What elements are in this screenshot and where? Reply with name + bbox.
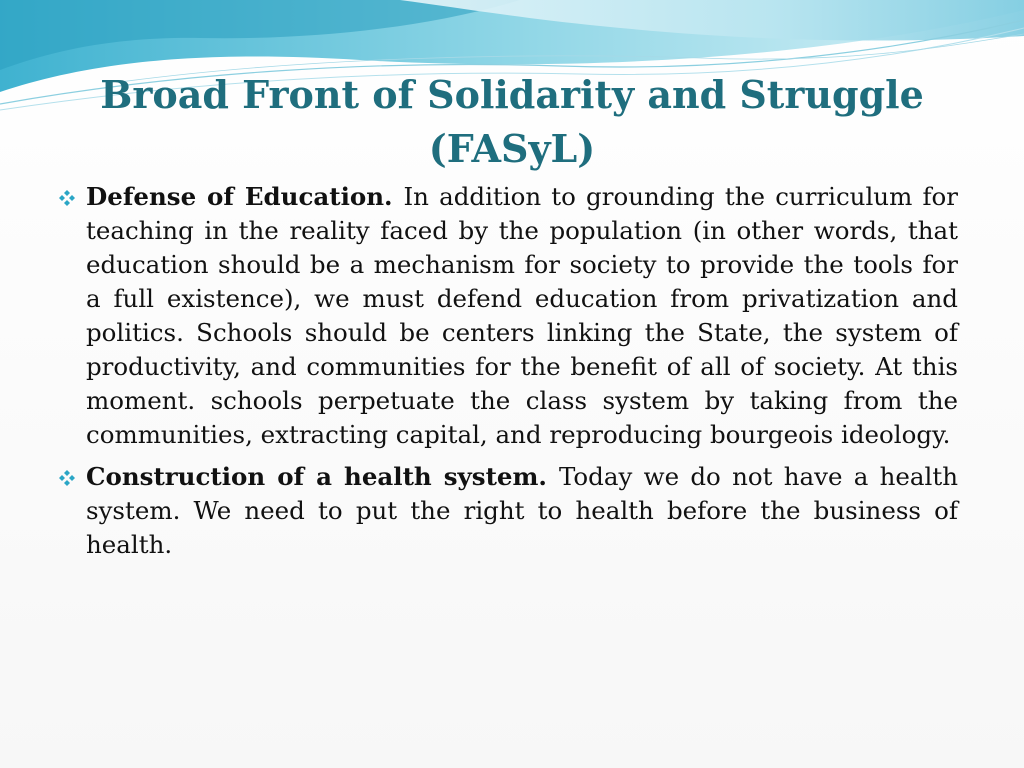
diamond-bullet-icon	[58, 189, 76, 207]
bullet-defense-of-education	[58, 180, 958, 452]
slide-title	[60, 68, 964, 176]
bullet-list	[58, 180, 958, 570]
bullet-lead: Defense of Education.	[86, 182, 404, 211]
bullet-text: Today we do not have a health system. We need to put the right to health before the business of health.	[86, 462, 958, 559]
bullet-lead: Construction of a health system.	[86, 462, 559, 491]
title-line-1: Broad Front of Solidarity and Struggle	[100, 72, 924, 117]
title-line-2: (FASyL)	[428, 126, 596, 171]
bullet-health-system	[58, 460, 958, 562]
diamond-bullet-icon	[58, 469, 76, 487]
bullet-text: In addition to grounding the curriculum for teaching in the reality faced by the population (in other words, that education should be a mechanism for society to provide the tools for a full existence), we must defend education from privatization and politics. Schools should be centers linking the State, the system of productivity, and communities for the benefit of all of society. At this moment. schools perpetuate the class system by taking from the communities, extracting capital, and reproducing bourgeois ideology.	[86, 182, 958, 449]
